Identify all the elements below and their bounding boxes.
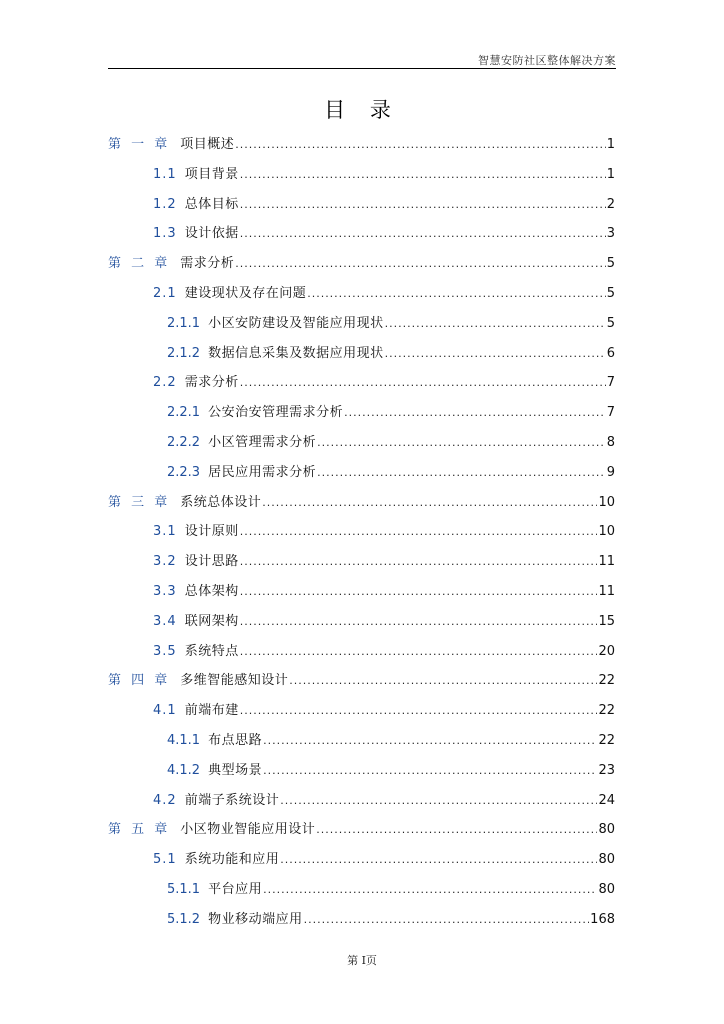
toc-entry-number: 2.2.2 xyxy=(167,434,201,450)
toc-entry-title: 居民应用需求分析 xyxy=(208,464,317,480)
toc-entry-number: 5.1.1 xyxy=(167,881,201,897)
toc-entry-level-1[interactable] xyxy=(108,488,615,518)
toc-entry-page: 3 xyxy=(606,226,615,242)
toc-dot-leader xyxy=(240,190,606,220)
toc-entry-level-2[interactable] xyxy=(108,577,615,607)
toc-entry-number: 3.5 xyxy=(153,643,177,659)
toc-entry-title: 平台应用 xyxy=(208,881,263,897)
toc-entry-page: 24 xyxy=(598,792,615,808)
toc-entry-level-2[interactable] xyxy=(108,607,615,637)
toc-dot-leader xyxy=(240,547,598,577)
toc-entry-level-3[interactable] xyxy=(108,458,615,488)
toc-entry-title: 前端子系统设计 xyxy=(184,792,280,808)
toc-dot-leader xyxy=(280,786,597,816)
toc-dot-leader xyxy=(240,577,598,607)
toc-entry-level-2[interactable] xyxy=(108,517,615,547)
toc-entry-page: 9 xyxy=(606,464,615,480)
toc-entry-page: 15 xyxy=(598,613,615,629)
toc-entry-number: 3.2 xyxy=(153,554,177,570)
toc-dot-leader xyxy=(263,756,597,786)
toc-dot-leader xyxy=(240,637,598,667)
toc-entry-number: 1.1 xyxy=(153,166,177,182)
toc-dot-leader xyxy=(262,488,597,518)
toc-entry-level-3[interactable] xyxy=(108,875,615,905)
toc-entry-title: 联网架构 xyxy=(184,613,239,629)
toc-entry-page: 80 xyxy=(598,852,615,868)
toc-entry-page: 1 xyxy=(606,137,615,152)
toc-dot-leader xyxy=(263,875,597,905)
toc-entry-level-2[interactable] xyxy=(108,368,615,398)
toc-entry-level-3[interactable] xyxy=(108,339,615,369)
toc-entry-number: 4.1.2 xyxy=(167,762,201,778)
toc-dot-leader xyxy=(344,398,606,428)
toc-entry-page: 11 xyxy=(598,583,615,599)
toc-entry-title: 典型场景 xyxy=(208,762,263,778)
running-header-title: 智慧安防社区整体解决方案 xyxy=(478,54,616,67)
toc-dot-leader xyxy=(263,726,597,756)
toc-entry-page: 10 xyxy=(598,524,615,540)
toc-entry-number: 2.1.2 xyxy=(167,345,201,361)
toc-dot-leader xyxy=(316,815,597,845)
toc-entry-level-1[interactable] xyxy=(108,249,615,279)
toc-entry-page: 80 xyxy=(598,881,615,897)
toc-dot-leader xyxy=(289,666,597,696)
toc-entry-page: 5 xyxy=(606,315,615,331)
toc-entry-page: 2 xyxy=(606,196,615,212)
toc-entry-title: 需求分析 xyxy=(184,375,239,391)
toc-entry-page: 80 xyxy=(598,822,615,838)
toc-dot-leader xyxy=(317,428,606,458)
toc-entry-page: 10 xyxy=(598,494,615,510)
toc-dot-leader xyxy=(240,368,606,398)
toc-entry-level-2[interactable] xyxy=(108,845,615,875)
toc-dot-leader xyxy=(235,130,605,160)
toc-entry-page: 8 xyxy=(606,434,615,450)
toc-entry-title: 设计依据 xyxy=(184,226,239,242)
toc-entry-page: 168 xyxy=(590,911,615,927)
toc-entry-level-2[interactable] xyxy=(108,190,615,220)
toc-entry-title: 需求分析 xyxy=(180,256,235,272)
toc-entry-title: 总体架构 xyxy=(184,583,239,599)
toc-entry-title: 设计原则 xyxy=(184,524,239,540)
toc-entry-title: 项目背景 xyxy=(184,166,239,182)
toc-entry-number: 第 五 章 xyxy=(108,822,171,838)
toc-entry-number: 1.2 xyxy=(153,196,177,212)
toc-dot-leader xyxy=(385,339,606,369)
toc-entry-number: 1.3 xyxy=(153,226,177,242)
toc-entry-number: 2.2.1 xyxy=(167,405,201,421)
toc-entry-page: 22 xyxy=(598,732,615,748)
toc-entry-title: 物业移动端应用 xyxy=(208,911,303,927)
toc-entry-title: 多维智能感知设计 xyxy=(180,673,289,689)
header-divider xyxy=(108,68,616,69)
toc-dot-leader xyxy=(235,249,605,279)
toc-dot-leader xyxy=(307,279,606,309)
toc-entry-title: 系统总体设计 xyxy=(180,494,262,510)
toc-entry-level-1[interactable] xyxy=(108,666,615,696)
toc-entry-title: 小区物业智能应用设计 xyxy=(180,822,316,838)
toc-entry-title: 小区管理需求分析 xyxy=(208,434,317,450)
toc-dot-leader xyxy=(317,458,606,488)
toc-entry-title: 小区安防建设及智能应用现状 xyxy=(208,315,384,331)
toc-entry-page: 23 xyxy=(598,762,615,778)
toc-entry-page: 11 xyxy=(598,554,615,570)
toc-entry-page: 22 xyxy=(598,703,615,719)
toc-entry-number: 第 四 章 xyxy=(108,673,171,689)
toc-dot-leader xyxy=(240,160,606,190)
toc-entry-level-2[interactable] xyxy=(108,160,615,190)
toc-entry-number: 4.1 xyxy=(153,703,177,719)
toc-dot-leader xyxy=(385,309,606,339)
toc-entry-level-2[interactable] xyxy=(108,637,615,667)
toc-entry-page: 5 xyxy=(606,285,615,301)
toc-entry-level-3[interactable] xyxy=(108,309,615,339)
toc-dot-leader xyxy=(240,517,598,547)
toc-entry-page: 6 xyxy=(606,345,615,361)
toc-entry-number: 2.1.1 xyxy=(167,315,201,331)
page-number-footer: 第 I页 xyxy=(347,954,377,967)
toc-entry-level-1[interactable] xyxy=(108,130,615,160)
toc-entry-number: 第 二 章 xyxy=(108,256,171,272)
toc-heading: 目 录 xyxy=(324,98,400,122)
toc-entry-number: 4.2 xyxy=(153,792,177,808)
toc-entry-page: 5 xyxy=(606,256,615,272)
toc-entry-number: 3.3 xyxy=(153,583,177,599)
toc-entry-level-2[interactable] xyxy=(108,219,615,249)
toc-entry-title: 公安治安管理需求分析 xyxy=(208,405,344,421)
toc-entry-page: 7 xyxy=(606,375,615,391)
toc-entry-title: 项目概述 xyxy=(180,137,235,152)
toc-entry-number: 2.2 xyxy=(153,375,177,391)
toc-entry-number: 3.4 xyxy=(153,613,177,629)
toc-entry-number: 5.1 xyxy=(153,852,177,868)
toc-entry-title: 建设现状及存在问题 xyxy=(184,285,307,301)
toc-entry-title: 数据信息采集及数据应用现状 xyxy=(208,345,384,361)
toc-entry-number: 2.2.3 xyxy=(167,464,201,480)
toc-dot-leader xyxy=(304,905,590,935)
toc-entry-number: 5.1.2 xyxy=(167,911,201,927)
toc-entry-level-3[interactable] xyxy=(108,398,615,428)
toc-entry-level-3[interactable] xyxy=(108,756,615,786)
toc-entry-level-2[interactable] xyxy=(108,279,615,309)
toc-entry-level-2[interactable] xyxy=(108,786,615,816)
toc-entry-page: 20 xyxy=(598,643,615,659)
toc-entry-title: 设计思路 xyxy=(184,554,239,570)
toc-entry-title: 系统功能和应用 xyxy=(184,852,280,868)
toc-entry-title: 系统特点 xyxy=(184,643,239,659)
toc-dot-leader xyxy=(240,607,598,637)
toc-entry-level-1[interactable] xyxy=(108,815,615,845)
toc-entry-page: 22 xyxy=(598,673,615,689)
toc-entry-level-3[interactable] xyxy=(108,905,615,935)
toc-entry-title: 布点思路 xyxy=(208,732,263,748)
toc-entry-number: 3.1 xyxy=(153,524,177,540)
toc-entry-number: 第 三 章 xyxy=(108,494,171,510)
toc-dot-leader xyxy=(280,845,597,875)
toc-entry-title: 前端布建 xyxy=(184,703,239,719)
toc-entry-level-2[interactable] xyxy=(108,547,615,577)
toc-entry-level-3[interactable] xyxy=(108,428,615,458)
table-of-contents xyxy=(108,130,615,935)
toc-entry-title: 总体目标 xyxy=(184,196,239,212)
toc-entry-number: 2.1 xyxy=(153,285,177,301)
toc-entry-number: 4.1.1 xyxy=(167,732,201,748)
toc-entry-level-3[interactable] xyxy=(108,726,615,756)
toc-dot-leader xyxy=(240,219,606,249)
toc-dot-leader xyxy=(240,696,598,726)
toc-entry-level-2[interactable] xyxy=(108,696,615,726)
toc-entry-page: 7 xyxy=(606,405,615,421)
toc-entry-page: 1 xyxy=(606,166,615,182)
toc-entry-number: 第 一 章 xyxy=(108,137,171,152)
